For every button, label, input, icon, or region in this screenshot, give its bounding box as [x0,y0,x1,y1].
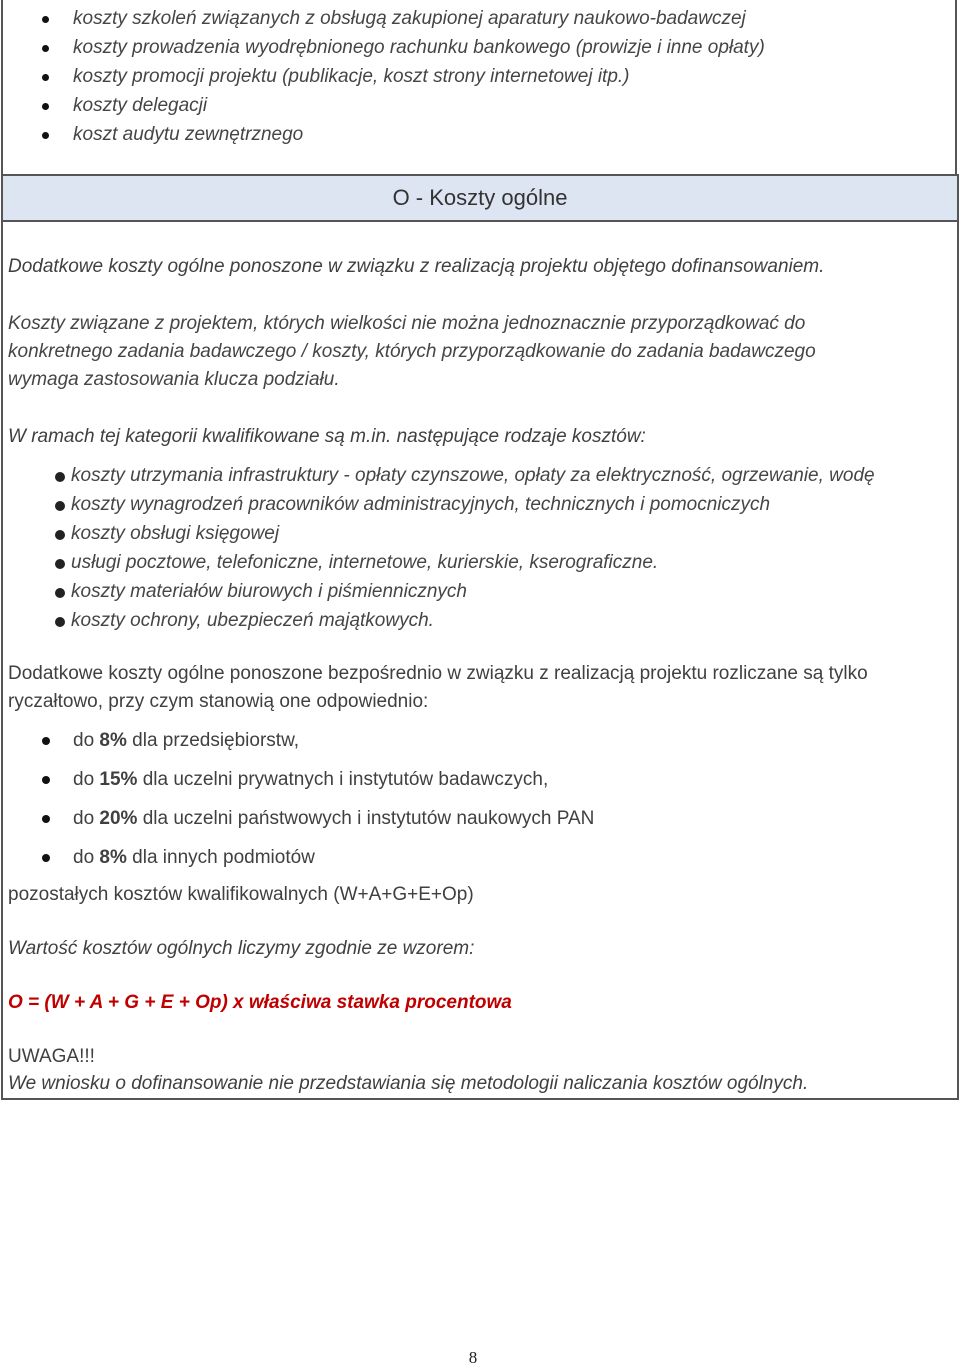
top-cost-list [0,4,765,149]
category-intro: W ramach tej kategorii kwalifikowane są m.in. następujące rodzaje kosztów: [8,426,646,447]
bullet-icon [42,45,49,52]
bullet-icon [55,501,65,511]
rate-item: do 8% dla innych podmiotów [0,844,594,883]
bullet-icon [42,132,49,139]
rate-item: do 20% dla uczelni państwowych i instytutów naukowych PAN [0,805,594,844]
cost-items-list [0,461,875,635]
list-item: koszty materiałów biurowych i piśmiennicznych [0,577,875,606]
rate-item: do 8% dla przedsiębiorstw, [0,727,594,766]
list-item: koszt audytu zewnętrznego [0,120,765,149]
bullet-icon [42,854,50,862]
list-item: koszty szkoleń związanych z obsługą zakupionej aparatury naukowo-badawczej [0,4,765,33]
bullet-icon [55,472,65,482]
bullet-icon [42,16,49,23]
list-item: koszty delegacji [0,91,765,120]
list-item: koszty promocji projektu (publikacje, koszt strony internetowej itp.) [0,62,765,91]
flat-rate-paragraph: Dodatkowe koszty ogólne ponoszone bezpośrednio w związku z realizacją projektu rozliczane są tylko ryczałtowo, przy czym stanowią one odpowiednio: [8,663,868,712]
bullet-icon [42,776,50,784]
bullet-icon [55,559,65,569]
list-item: koszty utrzymania infrastruktury - opłaty czynszowe, opłaty za elektryczność, ogrzewanie, wodę [0,461,875,490]
warning-text: We wniosku o dofinansowanie nie przedstawiania się metodologii naliczania kosztów ogólnych. [8,1073,809,1094]
list-item: usługi pocztowe, telefoniczne, internetowe, kurierskie, kserograficzne. [0,548,875,577]
bullet-icon [42,815,50,823]
bullet-icon [42,103,49,110]
rates-list [0,727,594,883]
warning-title: UWAGA!!! [8,1046,95,1067]
section-title: O - Koszty ogólne [392,185,568,210]
formula-intro: Wartość kosztów ogólnych liczymy zgodnie ze wzorem: [8,938,475,959]
section-description: Koszty związane z projektem, których wielkości nie można jednoznacznie przyporządkować do konkretnego zadania badawczego / koszty, których przyporządkowanie do zadania badawczego wymaga zastosowania klucza podziału. [8,313,816,390]
section-header [1,174,959,222]
bullet-icon [55,530,65,540]
list-item: koszty wynagrodzeń pracowników administracyjnych, technicznych i pomocniczych [0,490,875,519]
list-item: koszty ochrony, ubezpieczeń majątkowych. [0,606,875,635]
bullet-icon [42,737,50,745]
formula: O = (W + A + G + E + Op) x właściwa stawka procentowa [8,992,512,1013]
bullet-icon [55,617,65,627]
base-costs-text: pozostałych kosztów kwalifikowalnych (W+A+G+E+Op) [8,884,474,905]
bullet-icon [55,588,65,598]
list-item: koszty prowadzenia wyodrębnionego rachunku bankowego (prowizje i inne opłaty) [0,33,765,62]
section-intro: Dodatkowe koszty ogólne ponoszone w związku z realizacją projektu objętego dofinansowaniem. [8,256,825,277]
rate-item: do 15% dla uczelni prywatnych i instytutów badawczych, [0,766,594,805]
page-number: 8 [468,1348,478,1367]
bullet-icon [42,74,49,81]
list-item: koszty obsługi księgowej [0,519,875,548]
